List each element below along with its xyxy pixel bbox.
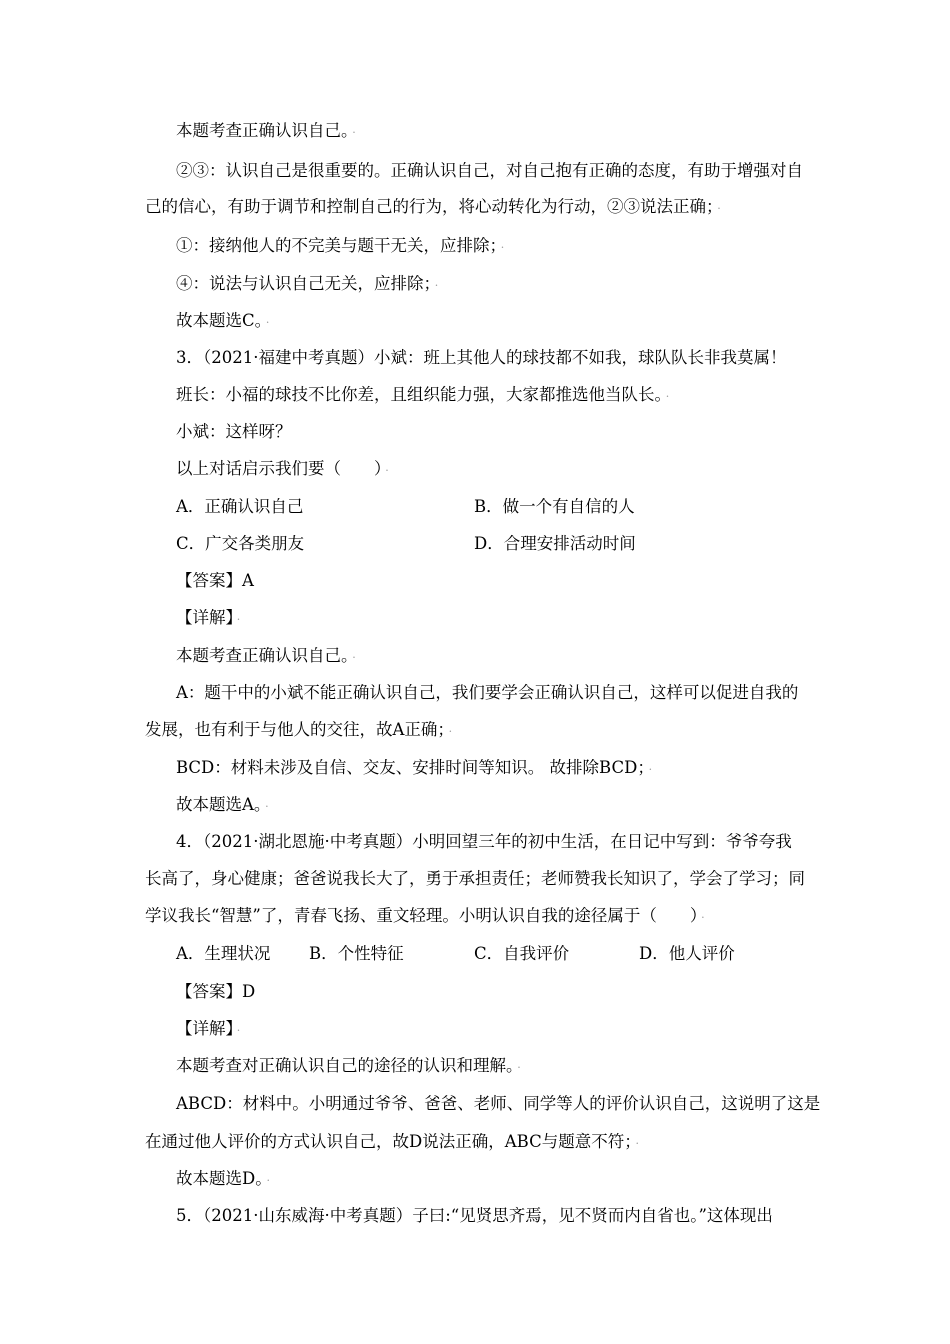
detail-label: 【详解】 · (176, 1019, 241, 1038)
paragraph-mark: · (500, 241, 505, 254)
paragraph-mark: · (517, 1061, 521, 1074)
paragraph-line: ABCD：材料中。小明通过爷爷、爸爸、老师、同学等人的评价认识自己，这说明了这是 (176, 1094, 821, 1113)
question-3-stem: 3．（2021·福建中考真题）小斌：班上其他人的球技都不如我，球队队长非我莫属！ (176, 348, 787, 367)
paragraph-line: 己的信心，有助于调节和控制自己的行为，将心动转化为行动，②③说法正确； · (145, 197, 721, 216)
q4-option-d: D．他人评价 (639, 944, 735, 963)
q4-option-b: B．个性特征 (309, 944, 404, 963)
q3-option-c: C．广交各类朋友 (176, 534, 305, 553)
paragraph-line: 本题考查正确认识自己。 · (176, 121, 356, 140)
paragraph-line: ②③：认识自己是很重要的。正确认识自己，对自己抱有正确的态度，有助于增强对自 (176, 161, 803, 180)
paragraph-line: 故本题选D。 · (176, 1169, 270, 1188)
q3-option-b: B．做一个有自信的人 (474, 497, 635, 516)
detail-label: 【详解】 · (176, 608, 241, 627)
paragraph-line: 小斌：这样呀？ (176, 422, 292, 441)
paragraph-mark: · (236, 613, 241, 626)
paragraph-mark: · (635, 1137, 639, 1150)
q3-option-d: D．合理安排活动时间 (474, 534, 636, 553)
paragraph-line: 故本题选A。 · (176, 795, 269, 814)
paragraph-line: BCD：材料未涉及自信、交友、安排时间等知识。 故排除BCD； · (176, 758, 653, 777)
paragraph-line: 故本题选C。 · (176, 311, 270, 330)
answer-label: 【答案】D (176, 982, 256, 1001)
paragraph-line: A：题干中的小斌不能正确认识自己，我们要学会正确认识自己，这样可以促进自我的 (176, 683, 799, 702)
paragraph-mark: · (265, 316, 270, 329)
paragraph-line: 本题考查对正确认识自己的途径的认识和理解。 · (176, 1056, 521, 1075)
paragraph-line: ①：接纳他人的不完美与题干无关，应排除； · (176, 236, 505, 255)
question-5-stem: 5．（2021·山东威海·中考真题）子曰:“见贤思齐焉，见不贤而内自省也。”这体现出 (176, 1206, 773, 1225)
paragraph-line: 本题考查正确认识自己。 · (176, 646, 356, 665)
question-4-stem: 4．（2021·湖北恩施·中考真题）小明回望三年的初中生活，在日记中写到：爷爷夸我 (176, 832, 792, 851)
paragraph-line: 学议我长“智慧”了，青春飞扬、重文轻理。小明认识自我的途径属于（ ） · (145, 906, 705, 925)
paragraph-line: 长高了，身心健康；爸爸说我长大了，勇于承担责任；老师赞我长知识了，学会了学习；同 (145, 869, 805, 888)
paragraph-line: 在通过他人评价的方式认识自己，故D说法正确，ABC与题意不符； · (145, 1132, 639, 1151)
paragraph-mark: · (701, 911, 705, 924)
paragraph-mark: · (352, 651, 356, 664)
paragraph-mark: · (265, 800, 269, 813)
paragraph-mark: · (717, 202, 721, 215)
q4-option-a: A．生理状况 (176, 944, 271, 963)
paragraph-mark: · (266, 1174, 270, 1187)
paragraph-line: 发展，也有利于与他人的交往，故A正确； · (145, 720, 453, 739)
paragraph-mark: · (352, 126, 356, 139)
paragraph-mark: · (448, 725, 453, 738)
paragraph-line: ④：说法与认识自己无关，应排除； · (176, 274, 439, 293)
q4-option-c: C．自我评价 (474, 944, 570, 963)
paragraph-mark: · (434, 279, 439, 292)
answer-label: 【答案】A (176, 571, 254, 590)
paragraph-line: 班长：小福的球技不比你差，且组织能力强，大家都推选他当队长。 · (176, 385, 670, 404)
paragraph-line: 以上对话启示我们要（ ） · (176, 459, 389, 478)
q3-option-a: A．正确认识自己 (176, 497, 304, 516)
paragraph-mark: · (236, 1024, 241, 1037)
paragraph-mark: · (648, 763, 653, 776)
paragraph-mark: · (665, 390, 670, 403)
paragraph-mark: · (385, 464, 389, 477)
